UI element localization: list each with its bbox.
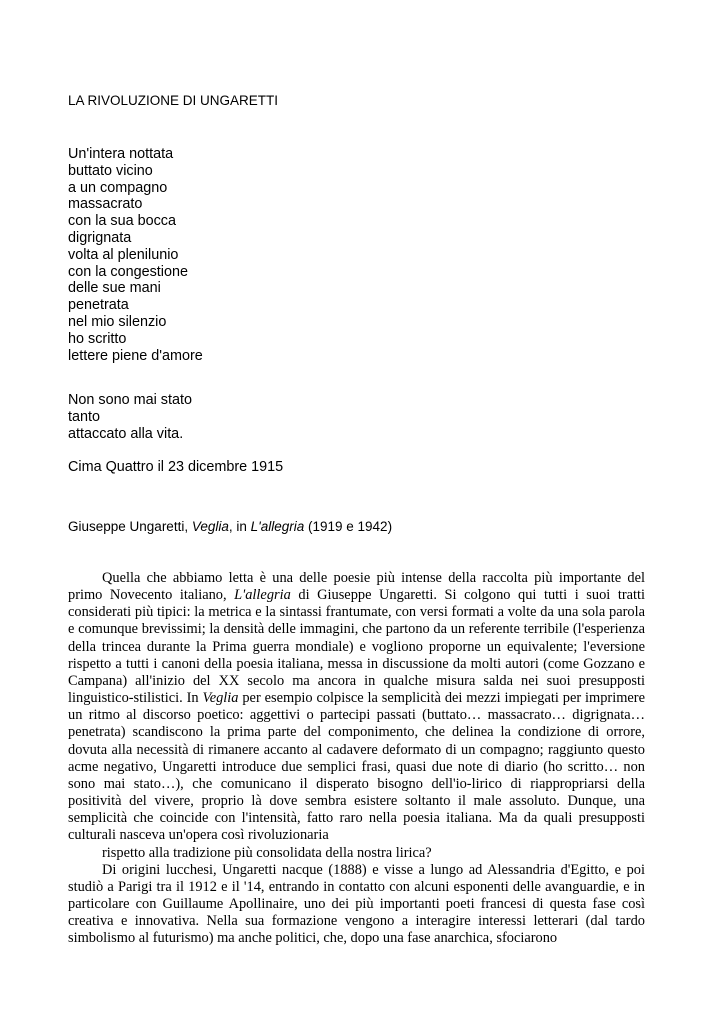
- essay-poem-title: Veglia: [202, 690, 239, 707]
- poem-line: a un compagno: [68, 179, 168, 196]
- essay-book-title: L'allegria: [234, 587, 291, 604]
- citation-years: (1919 e 1942): [304, 519, 393, 534]
- poem-line: con la sua bocca: [68, 213, 177, 230]
- poem-line: penetrata: [68, 297, 129, 314]
- poem-line: tanto: [68, 408, 101, 425]
- poem-dateline: Cima Quattro il 23 dicembre 1915: [68, 459, 284, 475]
- essay-text: per esempio colpisce la semplicità dei mezzi impiegati per imprimere un ritmo al discorso poetico: aggettivi o partecipi passati (buttato… massacrato… digrignata… penetrata) scandiscono la prima parte del componimento, che delinea la condizione di orrore, dovuta alla necessità di rimanere accanto al cadavere deformato di un compagno; raggiunto questo acme negativo, Ungaretti introduce due semplici frasi, quasi due note di diario (ho scritto… non sono mai stato…), che comunicano il disperato bisogno dell'io-lirico di riappropriarsi della positività del vivere, proprio là dove sembra esistere soltanto il male assoluto. Dunque, una semplicità che coincide con l'intensità, fatto raro nella poesia italiana. Ma da quali presupposti culturali nasceva un'opera così rivoluzionaria: [68, 690, 645, 844]
- page-title: LA RIVOLUZIONE DI UNGARETTI: [68, 93, 279, 108]
- poem-line: delle sue mani: [68, 280, 161, 297]
- citation-author: Giuseppe Ungaretti,: [68, 519, 192, 534]
- poem-line: Non sono mai stato: [68, 392, 192, 408]
- poem-line: massacrato: [68, 196, 143, 213]
- poem-line: nel mio silenzio: [68, 313, 167, 330]
- poem-line: ho scritto: [68, 330, 127, 347]
- citation-connector: , in: [228, 519, 251, 534]
- essay-text: Quella che abbiamo letta è una delle poesie più intense della raccolta più importante del primo Novecento italiano,: [68, 570, 645, 604]
- essay-body: [68, 570, 645, 947]
- poem-citation: [68, 518, 392, 535]
- citation-collection: L'allegria: [250, 519, 305, 534]
- essay-paragraph-1: [68, 570, 645, 862]
- essay-text: rispetto alla tradizione più consolidata della nostra lirica?: [102, 844, 432, 861]
- essay-paragraph-2: Di origini lucchesi, Ungaretti nacque (1888) e visse a lungo ad Alessandria d'Egitto, e poi studiò a Parigi tra il 1912 e il '14, entrando in contatto con alcuni esponenti delle avanguardie, e in particolare con Guillaume Apollinaire, uno dei più importanti poeti francesi di questa fase così creativa e innovativa. Nella sua formazione vengono a interagire interessi letterari (dal tardo simbolismo al futurismo) ma anche politici, che, dopo una fase anarchica, sfociarono: [68, 861, 645, 947]
- poem-line: digrignata: [68, 229, 132, 246]
- poem-stanza-1: [68, 146, 203, 364]
- poem-stanza-2: [68, 392, 192, 442]
- poem-line: attaccato alla vita.: [68, 425, 184, 442]
- poem-line: lettere piene d'amore: [68, 347, 203, 364]
- poem-line: con la congestione: [68, 263, 189, 280]
- essay-text: di Giuseppe Ungaretti. Si colgono qui tutti i suoi tratti considerati più tipici: la metrica e la sintassi frantumate, con versi formati a volte da una sola parola e comunque brevissimi; la densità delle immagini, che partono da un referente terribile (l'esperienza della trincea durante la Prima guerra mondiale) e vogliono proporne un equivalente; l'eversione rispetto a tutti i canoni della poesia italiana, messa in discussione da molti autori (come Gozzano e Campana) all'inizio del XX secolo ma ancora in qualche misura salda nei suoi presupposti linguistico-stilistici. In: [68, 587, 645, 707]
- poem-line: volta al plenilunio: [68, 246, 179, 263]
- poem-line: buttato vicino: [68, 162, 153, 179]
- citation-poem-title: Veglia: [191, 519, 229, 534]
- poem-line: Un'intera nottata: [68, 146, 174, 162]
